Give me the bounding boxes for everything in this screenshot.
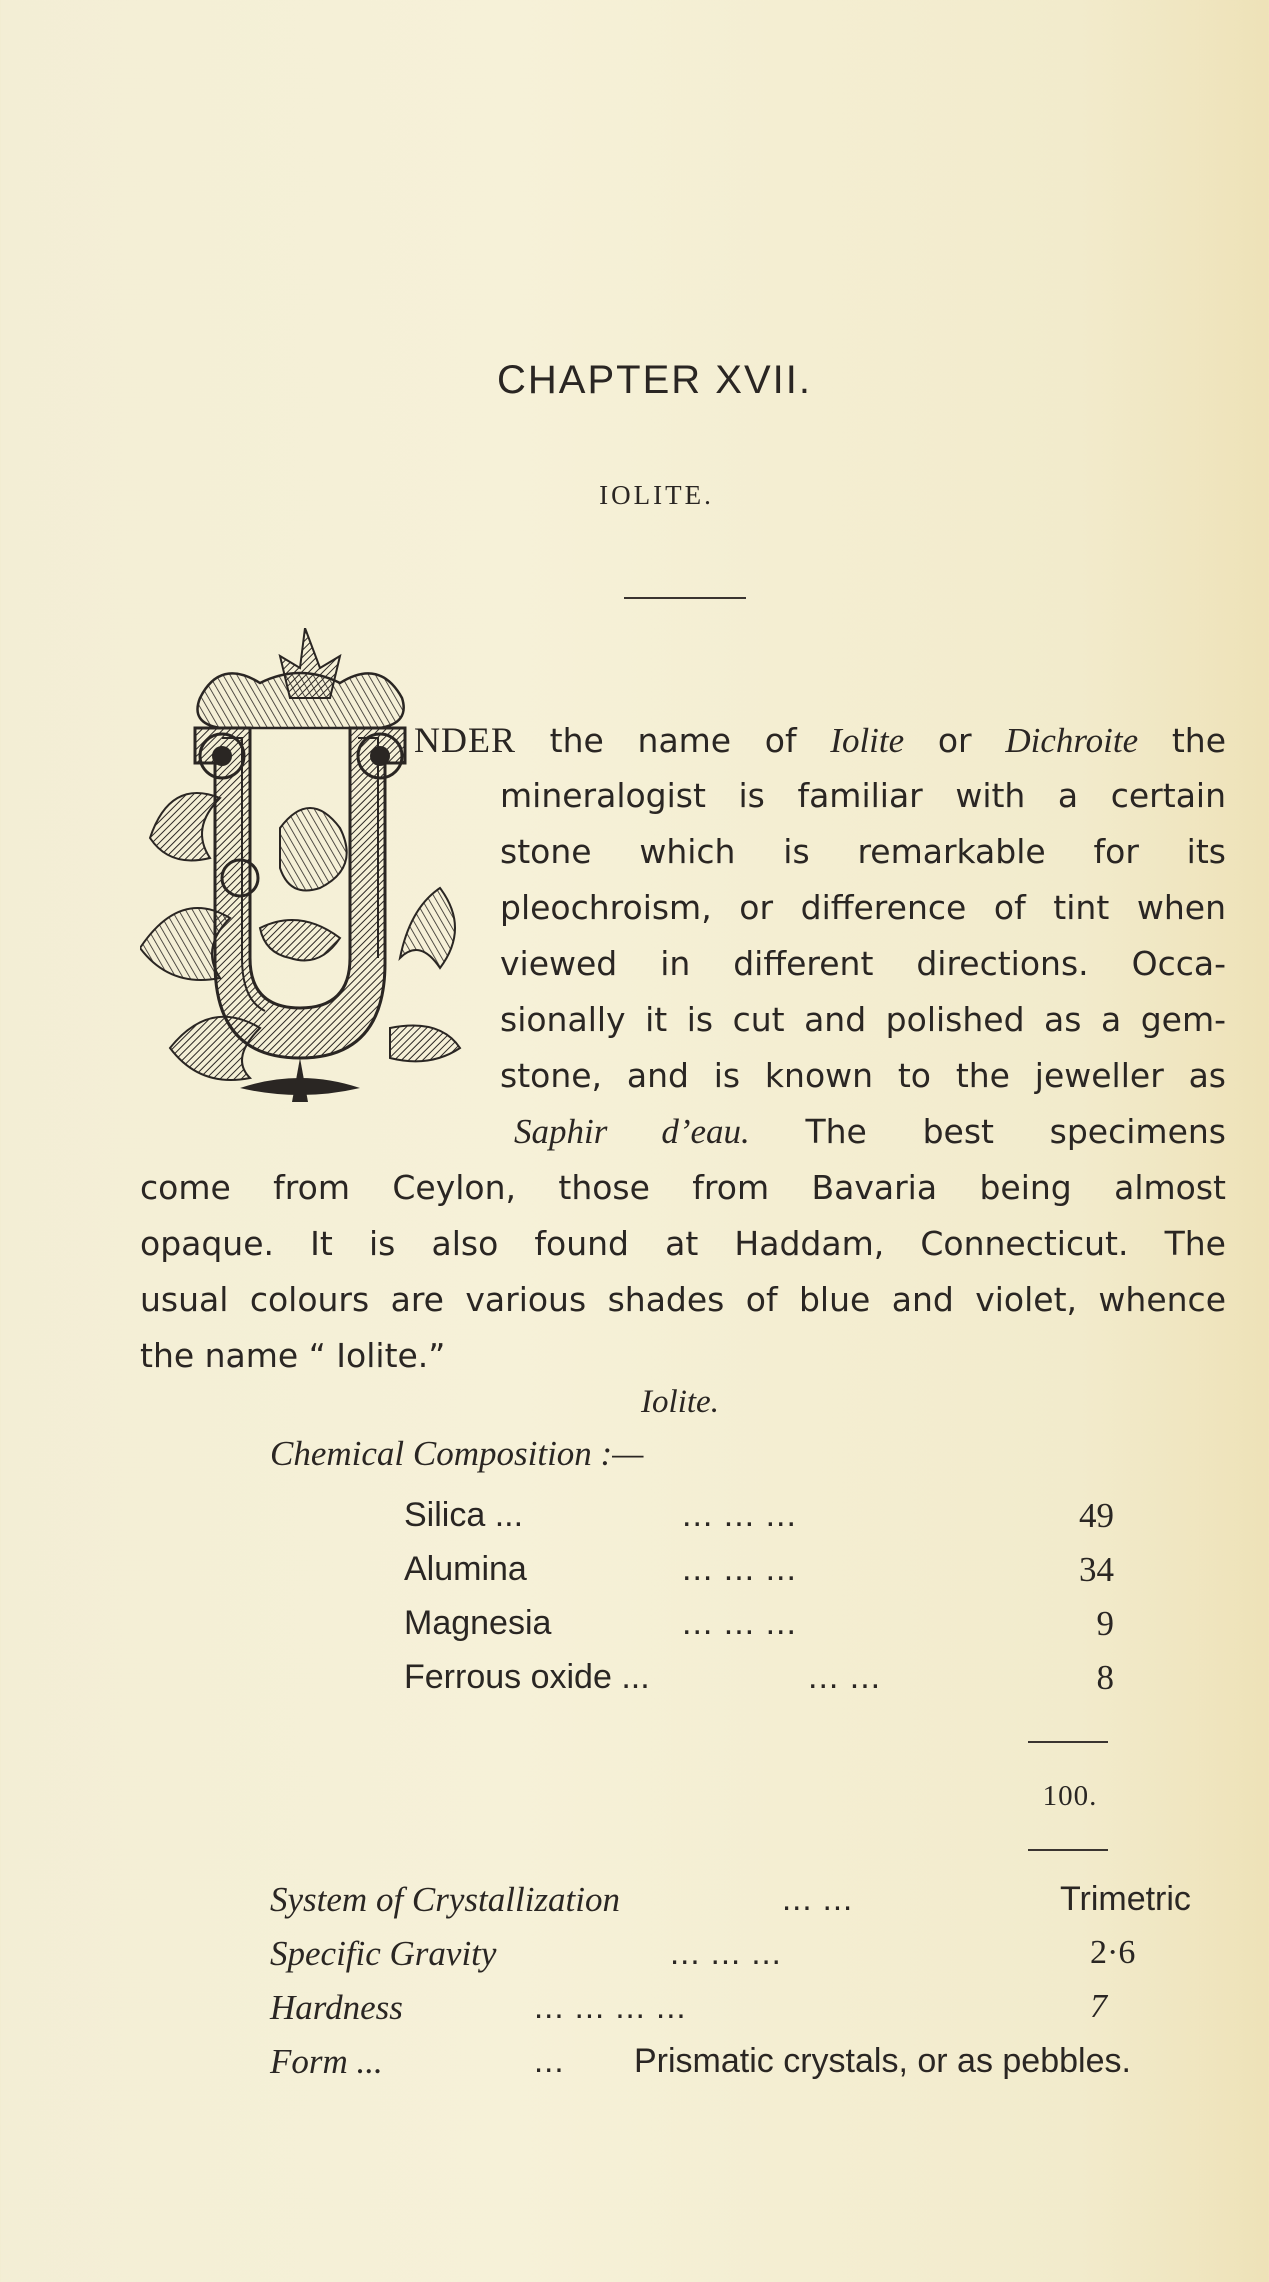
component-value: 34 bbox=[1079, 1550, 1114, 1589]
paragraph-line bbox=[140, 1222, 1226, 1266]
property-row bbox=[270, 1988, 1226, 2038]
text-run: the bbox=[1138, 721, 1226, 760]
table-heading: Iolite. bbox=[641, 1384, 719, 1420]
leader-dots: ... ... ... ... bbox=[534, 1988, 687, 2025]
text-run: come from Ceylon, those from Bavaria being almost bbox=[140, 1168, 1226, 1207]
text-run: mineralogist is familiar with a certain bbox=[500, 776, 1226, 815]
paragraph-line bbox=[140, 1166, 1226, 1210]
paragraph-line bbox=[514, 1110, 1226, 1154]
paragraph-line bbox=[140, 1334, 445, 1378]
composition-row bbox=[404, 1604, 1114, 1652]
leader-dots: ... bbox=[534, 2042, 565, 2079]
text-run: or bbox=[904, 721, 1006, 760]
property-label: Form ... bbox=[270, 2042, 383, 2081]
chapter-title: CHAPTER XVII. bbox=[497, 358, 812, 402]
property-row bbox=[270, 1880, 1226, 1930]
paragraph-line bbox=[500, 1054, 1226, 1098]
composition-row bbox=[404, 1550, 1114, 1598]
paragraph-line bbox=[140, 1278, 1226, 1322]
text-run: The best specimens bbox=[749, 1112, 1226, 1151]
italic-term: Saphir d’eau. bbox=[514, 1112, 750, 1151]
property-label: System of Crystallization bbox=[270, 1880, 620, 1919]
paragraph-line bbox=[500, 998, 1226, 1042]
leader-dots: ... ... ... bbox=[682, 1550, 797, 1588]
title-rule bbox=[624, 597, 746, 599]
property-value: 2·6 bbox=[1090, 1934, 1136, 1971]
italic-term: Dichroite bbox=[1005, 721, 1139, 760]
composition-row bbox=[404, 1496, 1114, 1544]
first-word: NDER bbox=[414, 720, 516, 760]
text-run: pleochroism, or difference of tint when bbox=[500, 888, 1226, 927]
text-run: usual colours are various shades of blue and violet, whence bbox=[140, 1280, 1226, 1319]
text-run: stone which is remarkable for its bbox=[500, 832, 1226, 871]
ornamental-drop-cap-u-icon bbox=[140, 628, 462, 1102]
composition-total: 100. bbox=[1042, 1780, 1098, 1812]
component-name: Alumina bbox=[404, 1550, 527, 1588]
component-name: Magnesia bbox=[404, 1604, 552, 1642]
leader-dots: ... ... ... bbox=[682, 1604, 797, 1642]
paragraph-line bbox=[500, 830, 1226, 874]
paragraph-line bbox=[500, 774, 1226, 818]
component-name: Ferrous oxide ... bbox=[404, 1658, 650, 1696]
text-run: opaque. It is also found at Haddam, Connecticut. The bbox=[140, 1224, 1226, 1263]
property-label: Specific Gravity bbox=[270, 1934, 497, 1973]
text-run: the name of bbox=[516, 721, 831, 760]
leader-dots: ... ... bbox=[808, 1658, 882, 1696]
property-row bbox=[270, 1934, 1226, 1984]
text-run: stone, and is known to the jeweller as bbox=[500, 1056, 1226, 1095]
italic-term: Iolite bbox=[830, 721, 905, 760]
leader-dots: ... ... ... bbox=[670, 1934, 782, 1971]
paragraph-line bbox=[500, 942, 1226, 986]
paragraph-line bbox=[500, 886, 1226, 930]
paragraph-line bbox=[414, 718, 1226, 762]
total-rule bbox=[1028, 1849, 1108, 1851]
component-value: 49 bbox=[1079, 1496, 1114, 1535]
component-value: 9 bbox=[1096, 1604, 1114, 1643]
text-run: sionally it is cut and polished as a gem- bbox=[500, 1000, 1226, 1039]
component-name: Silica ... bbox=[404, 1496, 524, 1534]
component-value: 8 bbox=[1096, 1658, 1114, 1697]
property-value: Prismatic crystals, or as pebbles. bbox=[634, 2042, 1131, 2080]
leader-dots: ... ... bbox=[782, 1880, 854, 1917]
leader-dots: ... ... ... bbox=[682, 1496, 797, 1534]
property-value: 7 bbox=[1090, 1988, 1107, 2025]
sum-rule bbox=[1028, 1741, 1108, 1743]
composition-row bbox=[404, 1658, 1114, 1706]
property-row bbox=[270, 2042, 1226, 2092]
section-title: IOLITE. bbox=[599, 480, 714, 510]
property-label: Hardness bbox=[270, 1988, 403, 2027]
property-value: Trimetric bbox=[1060, 1880, 1191, 1918]
text-run: viewed in different directions. Occa- bbox=[500, 944, 1226, 983]
composition-heading: Chemical Composition :— bbox=[270, 1434, 644, 1473]
text-run: the name “ Iolite.” bbox=[140, 1336, 446, 1375]
